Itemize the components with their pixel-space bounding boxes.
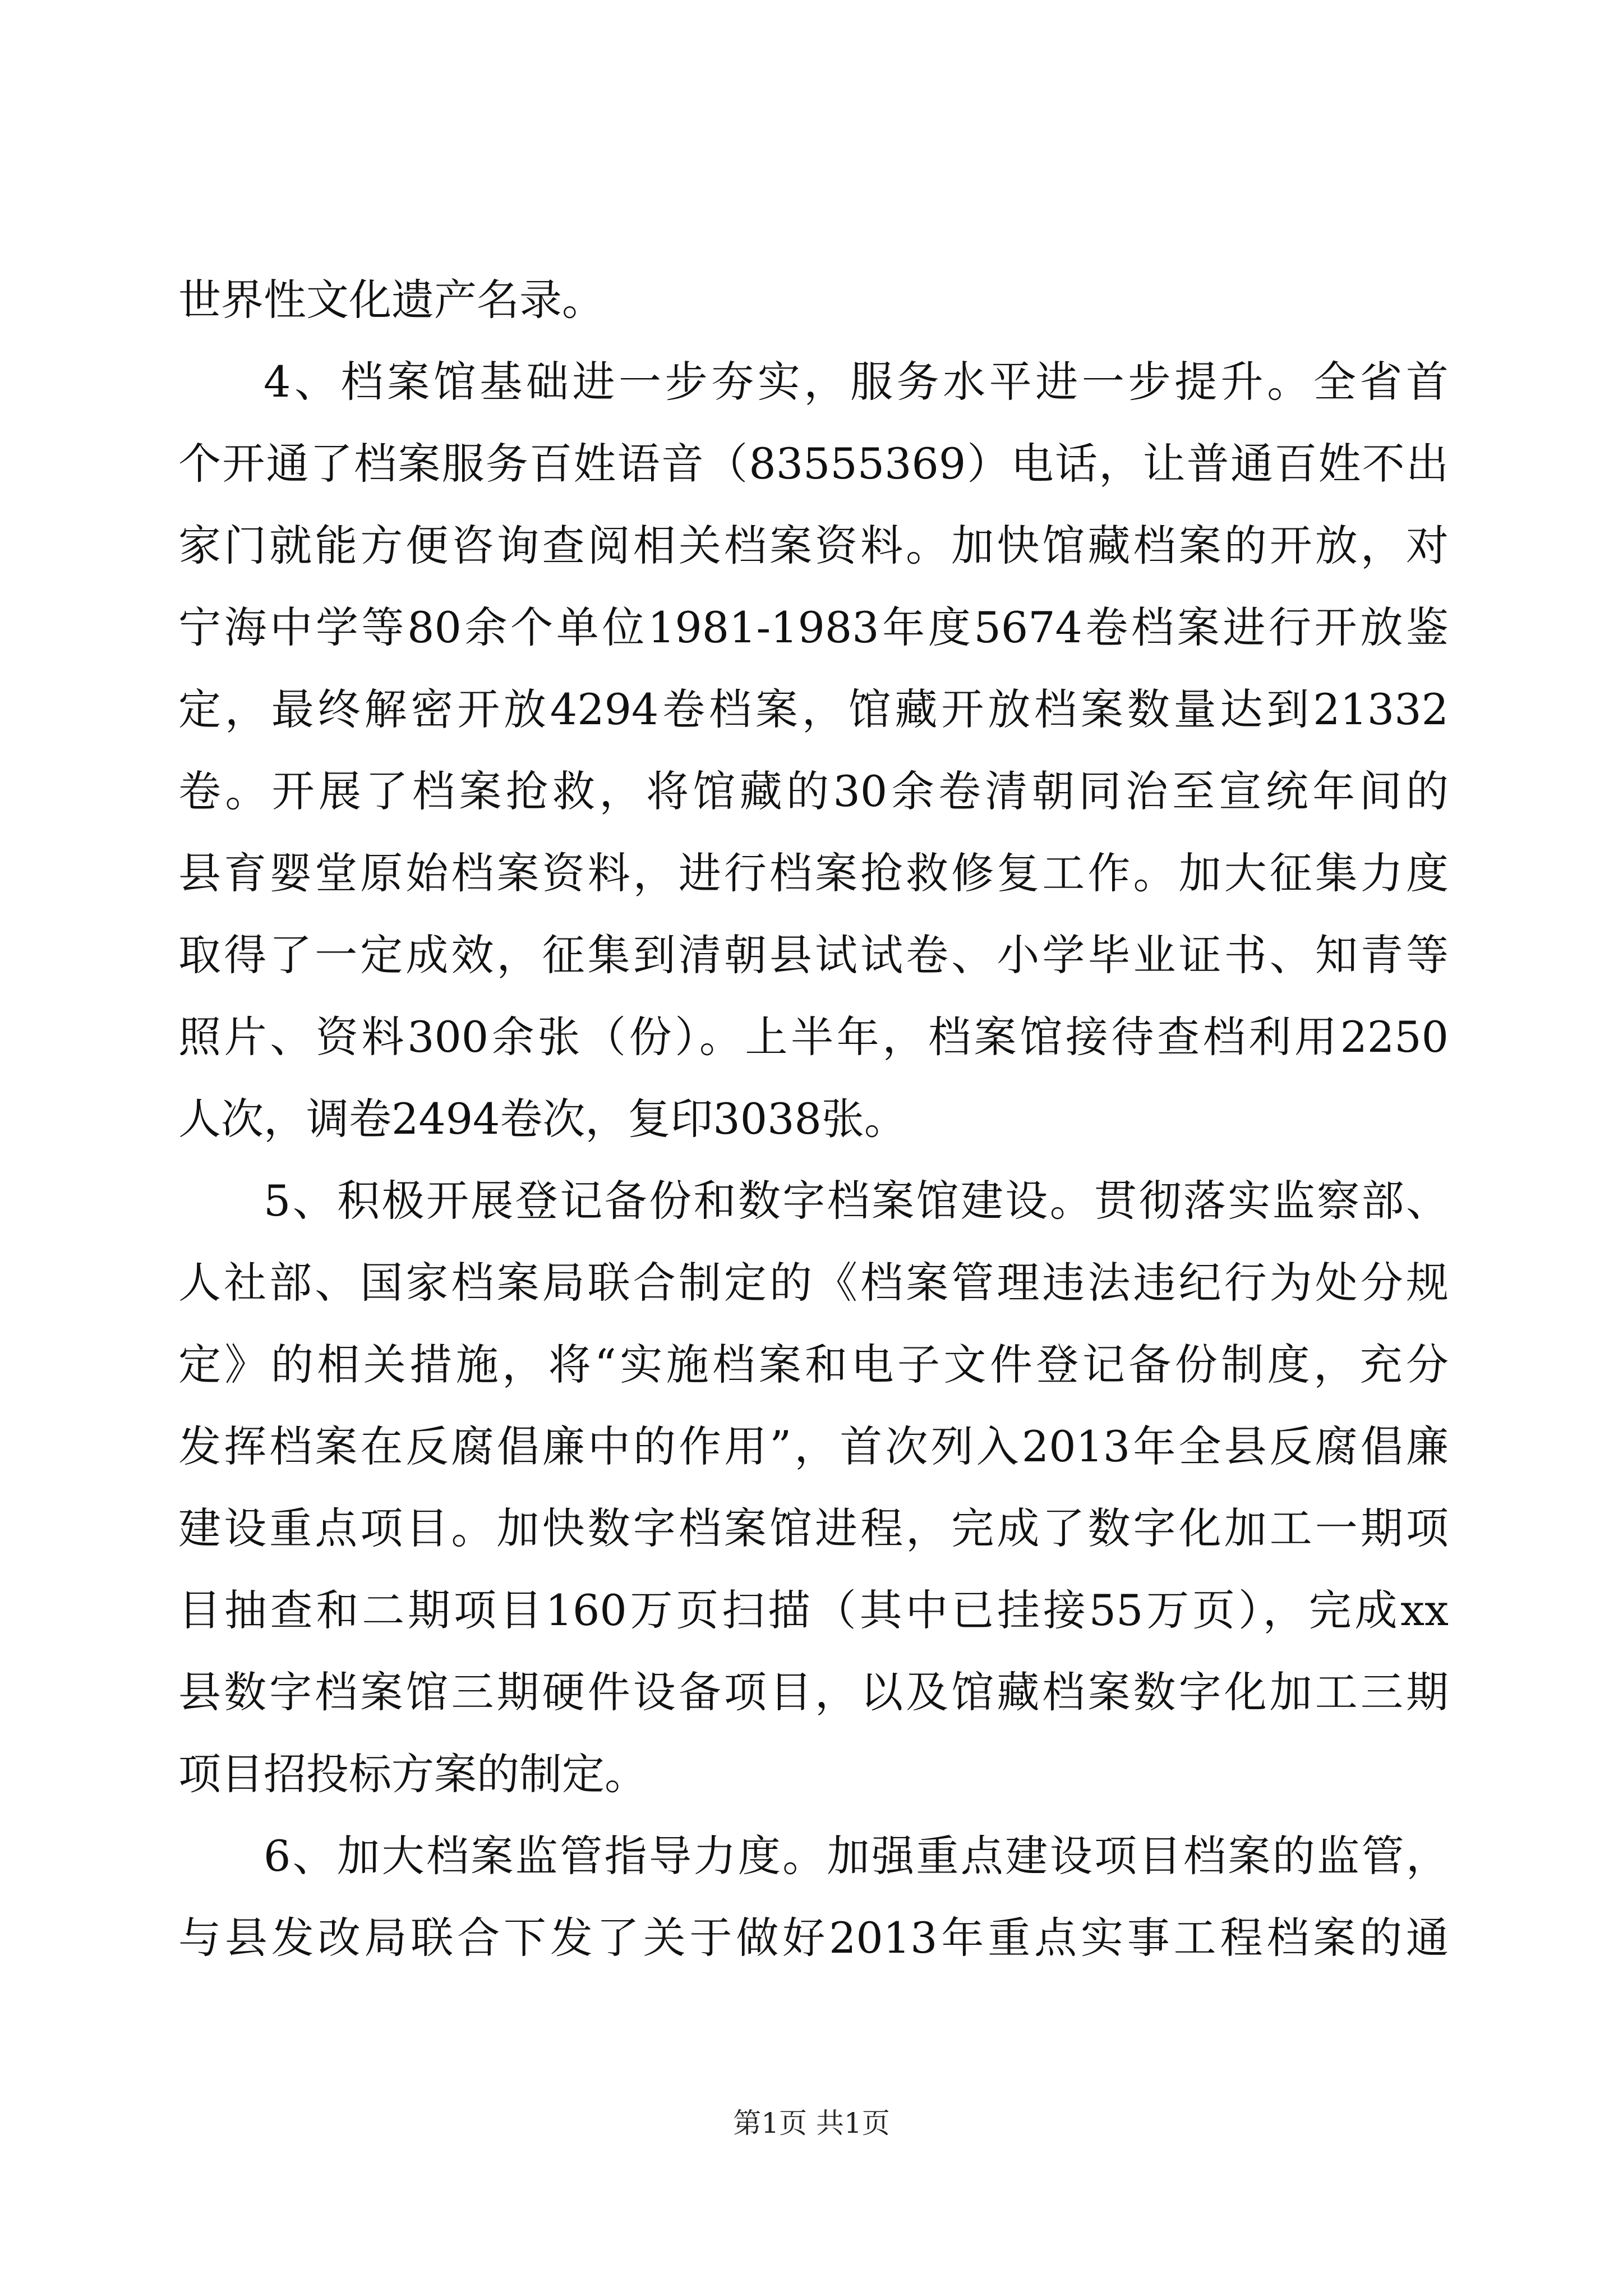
text-line: 与县发改局联合下发了关于做好2013年重点实事工程档案的通 bbox=[178, 1913, 1449, 1963]
paragraph-first-line: 5、积极开展登记备份和数字档案馆建设。贯彻落实监察部、 bbox=[264, 1176, 1449, 1226]
text-line: 人社部、国家档案局联合制定的《档案管理违法违纪行为处分规 bbox=[178, 1258, 1449, 1308]
text-line: 照片、资料300余张（份）。上半年，档案馆接待查档利用2250 bbox=[178, 1012, 1449, 1062]
text-line: 家门就能方便咨询查阅相关档案资料。加快馆藏档案的开放，对 bbox=[178, 521, 1449, 570]
text-line: 人次，调卷2494卷次，复印3038张。 bbox=[178, 1094, 907, 1144]
document-body bbox=[178, 259, 1449, 1979]
text-line: 宁海中学等80余个单位1981-1983年度5674卷档案进行开放鉴 bbox=[178, 602, 1449, 652]
text-line: 定，最终解密开放4294卷档案，馆藏开放档案数量达到21332 bbox=[178, 684, 1449, 734]
page-footer: 第1页 共1页 bbox=[733, 2107, 890, 2139]
text-line: 建设重点项目。加快数字档案馆进程，完成了数字化加工一期项 bbox=[178, 1503, 1449, 1553]
paragraph-first-line: 4、档案馆基础进一步夯实，服务水平进一步提升。全省首 bbox=[264, 357, 1449, 407]
text-line: 县数字档案馆三期硬件设备项目，以及馆藏档案数字化加工三期 bbox=[178, 1667, 1449, 1717]
text-line: 定》的相关措施，将“实施档案和电子文件登记备份制度，充分 bbox=[178, 1340, 1449, 1389]
text-line: 个开通了档案服务百姓语音（83555369）电话，让普通百姓不出 bbox=[178, 439, 1449, 489]
text-line: 县育婴堂原始档案资料，进行档案抢救修复工作。加大征集力度 bbox=[178, 848, 1449, 898]
text-line: 项目招投标方案的制定。 bbox=[178, 1749, 647, 1799]
paragraph-first-line: 6、加大档案监管指导力度。加强重点建设项目档案的监管， bbox=[264, 1831, 1449, 1881]
text-line: 发挥档案在反腐倡廉中的作用”，首次列入2013年全县反腐倡廉 bbox=[178, 1421, 1449, 1471]
text-line: 世界性文化遗产名录。 bbox=[178, 275, 605, 325]
text-line: 目抽查和二期项目160万页扫描（其中已挂接55万页），完成xx bbox=[178, 1585, 1449, 1635]
text-line: 取得了一定成效，征集到清朝县试试卷、小学毕业证书、知青等 bbox=[178, 930, 1449, 980]
text-line: 卷。开展了档案抢救，将馆藏的30余卷清朝同治至宣统年间的 bbox=[178, 766, 1449, 816]
